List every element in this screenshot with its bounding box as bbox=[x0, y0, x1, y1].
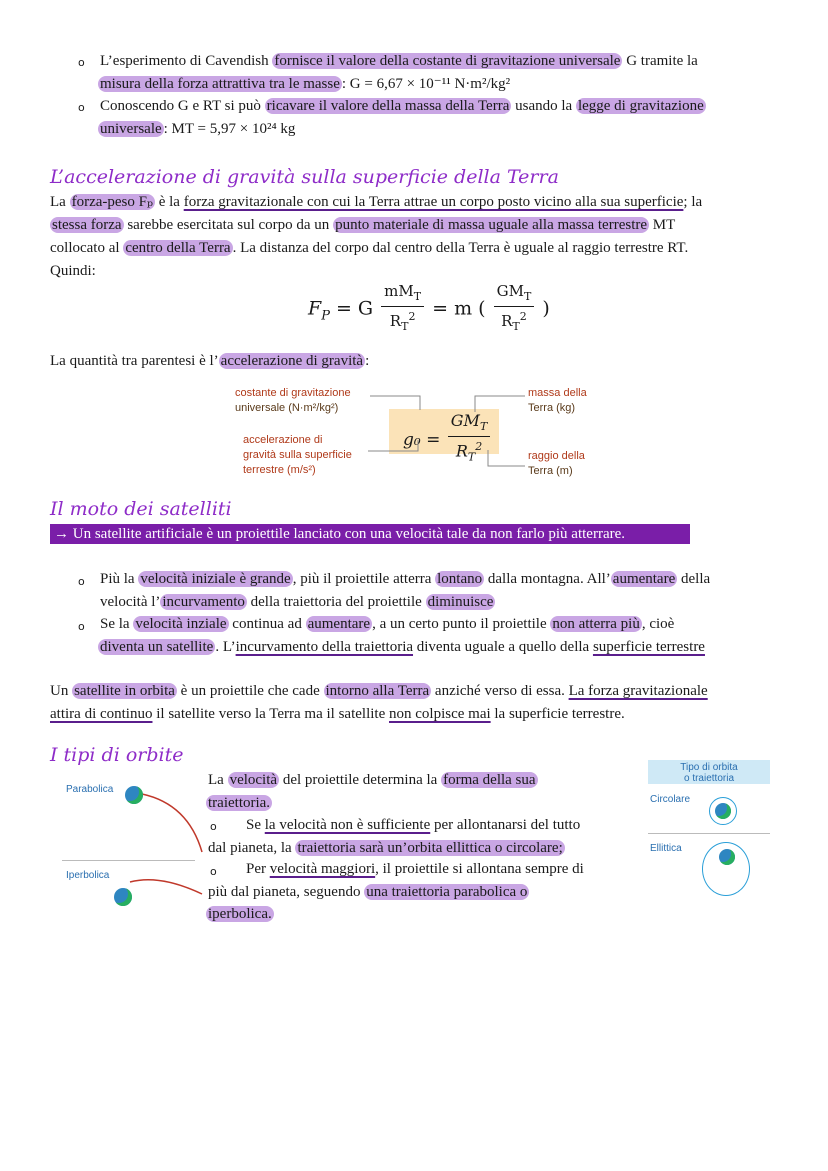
label-earth-mass bbox=[528, 386, 587, 416]
satellite-bullet-2-line-1 bbox=[100, 613, 674, 635]
text: la superficie terrestre. bbox=[490, 706, 625, 722]
text: , il proiettile si allontana sempre di bbox=[375, 861, 584, 877]
highlight: diminuisce bbox=[427, 594, 494, 610]
orbit-text-bullet-1-line-2 bbox=[208, 837, 565, 859]
label-line: terrestre (m/s²) bbox=[243, 464, 316, 476]
weight-force-line-1 bbox=[50, 191, 702, 213]
orbit-text-bullet-2-line-1 bbox=[246, 858, 584, 880]
highlight: velocità inziale bbox=[135, 616, 227, 632]
highlight: forma della sua bbox=[443, 772, 536, 788]
underlined-text: incurvamento della traiettoria bbox=[235, 639, 414, 655]
bullet-marker: o bbox=[78, 575, 85, 588]
text: : MT = 5,97 × 10²⁴ kg bbox=[163, 121, 296, 137]
label-line: raggio della bbox=[528, 450, 585, 462]
denominator: R bbox=[389, 312, 402, 330]
highlight: fornisce il valore della costante di gravitazione universale bbox=[274, 53, 621, 69]
satellite-definition-banner: → Un satellite artificiale è un proiettile lanciato con una velocità tale da non farlo più atterrare. bbox=[50, 524, 690, 544]
subscript: T bbox=[523, 290, 532, 303]
formula-text: = m ( bbox=[426, 297, 492, 320]
satellite-bullet-2-line-2 bbox=[98, 636, 705, 658]
weight-force-formula bbox=[308, 282, 550, 337]
underlined-text: non colpisce mai bbox=[389, 706, 491, 722]
text: MT bbox=[649, 217, 676, 233]
text: è un proiettile che cade bbox=[176, 683, 324, 699]
text: L’esperimento di Cavendish bbox=[100, 53, 273, 69]
text: della traiettoria del proiettile bbox=[246, 594, 426, 610]
hyperbolic-trajectory bbox=[120, 870, 210, 910]
orbit-text-line-2 bbox=[206, 792, 272, 814]
label-line: massa della bbox=[528, 387, 587, 399]
text: G tramite la bbox=[622, 53, 698, 69]
text: il satellite verso la Terra ma il satellite bbox=[152, 706, 389, 722]
header-line: o traiettoria bbox=[683, 773, 735, 784]
orbit-text-bullet-2-line-3 bbox=[206, 903, 274, 925]
underlined-text: velocità maggiori bbox=[269, 861, 376, 877]
orbit-text-bullet-1-line-1 bbox=[246, 814, 580, 836]
text: Quindi: bbox=[50, 263, 96, 279]
label-line: accelerazione di bbox=[243, 434, 323, 446]
superscript: 2 bbox=[519, 310, 527, 323]
highlight: traiettoria sarà un’orbita ellittica o circolare; bbox=[297, 840, 563, 856]
text: sarebbe esercitata sul corpo da un bbox=[123, 217, 334, 233]
highlight: legge di gravitazione bbox=[577, 98, 704, 114]
earth-icon bbox=[114, 888, 132, 906]
g0-symbol: g₀ = bbox=[403, 429, 441, 450]
text: ; la bbox=[683, 194, 703, 210]
formula-text: ) bbox=[536, 297, 550, 320]
label-circular: Circolare bbox=[650, 794, 691, 805]
text: , cioè bbox=[641, 616, 675, 632]
text: collocato al bbox=[50, 240, 124, 256]
text: velocità l’ bbox=[100, 594, 161, 610]
formula-symbol: F bbox=[308, 297, 322, 320]
highlight: stessa forza bbox=[52, 217, 122, 233]
weight-force-line-3 bbox=[50, 237, 688, 259]
cavendish-line-2 bbox=[98, 73, 510, 95]
highlight: lontano bbox=[437, 571, 483, 587]
text: continua ad bbox=[228, 616, 306, 632]
text: Per bbox=[246, 861, 270, 877]
highlight: intorno alla Terra bbox=[325, 683, 430, 699]
highlight: ricavare il valore della massa della Terra bbox=[266, 98, 510, 114]
formula-subscript: P bbox=[321, 308, 330, 324]
subscript: T bbox=[479, 420, 488, 434]
earth-icon bbox=[719, 849, 735, 865]
subscript: T bbox=[401, 320, 409, 333]
text: usando la bbox=[511, 98, 576, 114]
highlight: velocità iniziale è grande bbox=[140, 571, 291, 587]
numerator: GM bbox=[496, 282, 524, 300]
highlight: velocità bbox=[229, 772, 278, 788]
weight-force-line-4 bbox=[50, 260, 96, 282]
bullet-marker: o bbox=[78, 620, 85, 633]
numerator: mM bbox=[384, 282, 414, 300]
text: La bbox=[208, 772, 228, 788]
label-line: Terra (kg) bbox=[528, 402, 576, 414]
text: : G = 6,67 × 10⁻¹¹ N·m²/kg² bbox=[341, 76, 511, 92]
underlined-text: la velocità non è sufficiente bbox=[264, 817, 431, 833]
text: anziché verso di essa. bbox=[431, 683, 569, 699]
label-line: Terra (m) bbox=[528, 465, 573, 477]
weight-force-line-2 bbox=[50, 214, 675, 236]
formula-text: = G bbox=[329, 297, 380, 320]
orbit-text-line-1 bbox=[208, 769, 538, 791]
text: Se bbox=[246, 817, 265, 833]
highlight: punto materiale di massa uguale alla massa terrestre bbox=[335, 217, 648, 233]
text: , a un certo punto il proiettile bbox=[372, 616, 551, 632]
section-heading-gravity: L’accelerazione di gravità sulla superficie della Terra bbox=[50, 166, 559, 188]
text: Un bbox=[50, 683, 73, 699]
text: Più la bbox=[100, 571, 139, 587]
highlight: universale bbox=[100, 121, 162, 137]
highlight: satellite in orbita bbox=[74, 683, 175, 699]
text: del proiettile determina la bbox=[279, 772, 442, 788]
subscript: T bbox=[413, 290, 422, 303]
superscript: 2 bbox=[475, 440, 483, 454]
label-line: costante di gravitazione bbox=[235, 387, 351, 399]
highlight: traiettoria. bbox=[208, 795, 271, 811]
superscript: 2 bbox=[408, 310, 416, 323]
highlight: una traiettoria parabolica o bbox=[366, 884, 528, 900]
text: è la bbox=[154, 194, 184, 210]
text: . L’ bbox=[215, 639, 236, 655]
text: La quantità tra parentesi è l’ bbox=[50, 353, 219, 369]
denominator: R bbox=[455, 441, 468, 461]
earth-icon bbox=[125, 786, 143, 804]
numerator: GM bbox=[450, 411, 480, 430]
underlined-text: superficie terrestre bbox=[592, 639, 705, 655]
underlined-text: attira di continuo bbox=[50, 706, 153, 722]
cavendish-line-1 bbox=[100, 50, 698, 72]
label-earth-radius bbox=[528, 449, 585, 479]
denominator: R bbox=[501, 312, 513, 330]
highlight: iperbolica. bbox=[208, 906, 272, 922]
earth-mass-line-1 bbox=[100, 95, 706, 117]
text: . La distanza del corpo dal centro della Terra è uguale al raggio terrestre RT. bbox=[232, 240, 689, 256]
underlined-text: forza gravitazionale con cui la Terra attrae un corpo posto vicino alla sua superficie bbox=[183, 194, 684, 210]
highlight: diventa un satellite bbox=[100, 639, 214, 655]
text: La bbox=[50, 194, 70, 210]
highlight: forza-peso Fₚ bbox=[71, 194, 153, 210]
divider bbox=[62, 860, 195, 861]
satellite-bullet-1-line-2 bbox=[100, 591, 495, 613]
text: più dal pianeta, seguendo bbox=[208, 884, 365, 900]
text: , più il proiettile atterra bbox=[292, 571, 436, 587]
gravity-acceleration-intro bbox=[50, 350, 369, 372]
text: diventa uguale a quello della bbox=[413, 639, 593, 655]
text: Se la bbox=[100, 616, 134, 632]
label-hyperbolic: Iperbolica bbox=[66, 870, 110, 881]
highlight: aumentare bbox=[612, 571, 676, 587]
text: dalla montagna. All’ bbox=[484, 571, 611, 587]
earth-mass-line-2 bbox=[98, 118, 295, 140]
highlight: incurvamento bbox=[162, 594, 245, 610]
text: per allontanarsi del tutto bbox=[430, 817, 581, 833]
fraction bbox=[381, 282, 424, 337]
bullet-marker: o bbox=[210, 865, 217, 878]
header-line: Tipo di orbita bbox=[680, 762, 738, 773]
fraction bbox=[494, 282, 535, 337]
label-gravity-acceleration bbox=[243, 433, 352, 478]
section-heading-orbit-types: I tipi di orbite bbox=[50, 744, 184, 766]
highlight: non atterra più bbox=[552, 616, 640, 632]
text: dal pianeta, la bbox=[208, 840, 296, 856]
text: : bbox=[365, 353, 370, 369]
orbit-paragraph-line-1 bbox=[50, 680, 708, 702]
orbit-type-header bbox=[648, 760, 770, 784]
underlined-text: La forza gravitazionale bbox=[568, 683, 708, 699]
highlight: centro della Terra bbox=[125, 240, 231, 256]
text: Conoscendo G e RT si può bbox=[100, 98, 265, 114]
text: della bbox=[677, 571, 711, 587]
section-heading-satellites: Il moto dei satelliti bbox=[50, 498, 232, 520]
subscript: T bbox=[512, 320, 520, 333]
g0-diagram-lines bbox=[360, 390, 530, 470]
label-line: universale (N·m²/kg²) bbox=[235, 402, 339, 414]
satellite-bullet-1-line-1 bbox=[100, 568, 710, 590]
bullet-marker: o bbox=[210, 820, 217, 833]
orbit-paragraph-line-2 bbox=[50, 703, 625, 725]
label-elliptical: Ellittica bbox=[650, 843, 682, 854]
highlight: accelerazione di gravità bbox=[220, 353, 364, 369]
orbit-text-bullet-2-line-2 bbox=[208, 881, 529, 903]
divider bbox=[648, 833, 770, 834]
subscript: T bbox=[467, 450, 476, 464]
bullet-marker: o bbox=[78, 101, 85, 114]
label-parabolic: Parabolica bbox=[66, 784, 114, 795]
label-line: gravità sulla superficie bbox=[243, 449, 352, 461]
earth-icon bbox=[715, 803, 731, 819]
bullet-marker: o bbox=[78, 56, 85, 69]
highlight: misura della forza attrattiva tra le masse bbox=[100, 76, 340, 92]
label-gravitational-constant bbox=[235, 386, 351, 416]
highlight: aumentare bbox=[307, 616, 371, 632]
